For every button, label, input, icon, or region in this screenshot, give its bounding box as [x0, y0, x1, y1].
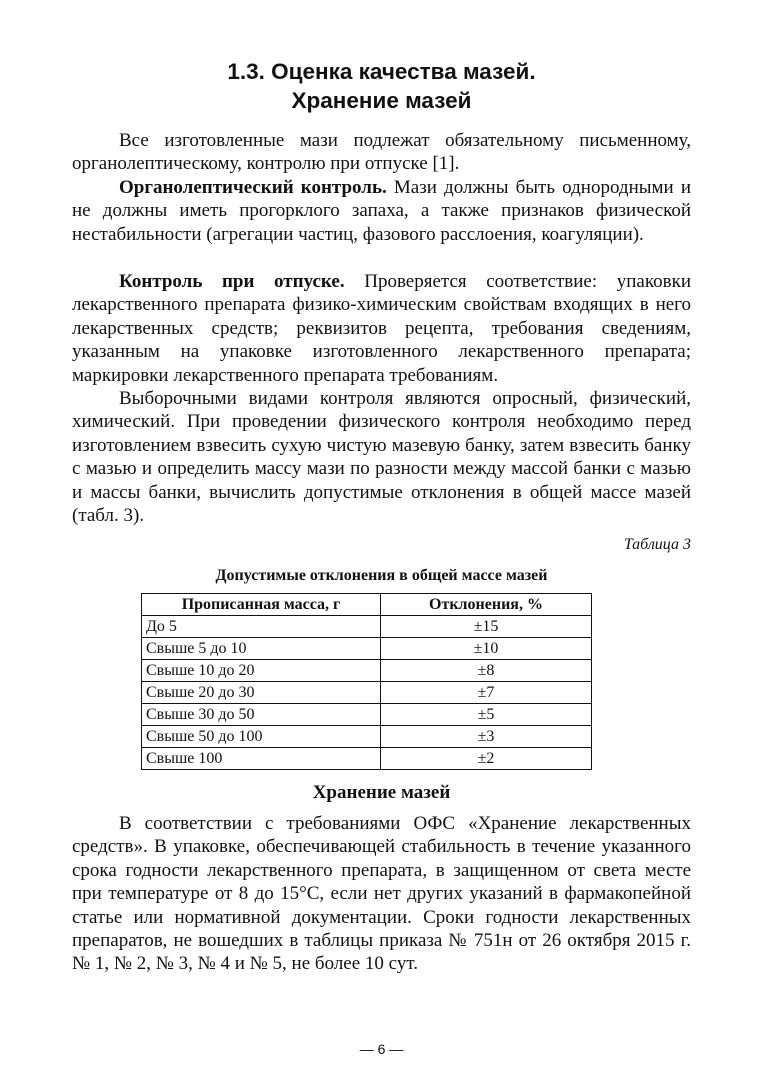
deviation-cell: ±15: [381, 616, 592, 638]
mass-cell: Свыше 30 до 50: [142, 704, 381, 726]
table-row: [142, 616, 592, 638]
table-header-row: [142, 594, 592, 616]
deviation-cell: ±3: [381, 726, 592, 748]
table-row: [142, 682, 592, 704]
storage-subheading: Хранение мазей: [312, 782, 451, 803]
deviation-cell: ±2: [381, 748, 592, 770]
column-header-deviation: Отклонения, %: [381, 594, 592, 616]
mass-cell: Свыше 20 до 30: [142, 682, 381, 704]
mass-cell: Свыше 5 до 10: [142, 638, 381, 660]
deviation-cell: ±5: [381, 704, 592, 726]
table-row: [142, 726, 592, 748]
paragraph-organoleptic: [72, 176, 691, 246]
table-row: [142, 704, 592, 726]
deviation-cell: ±10: [381, 638, 592, 660]
table-row: [142, 638, 592, 660]
deviation-cell: ±8: [381, 660, 592, 682]
mass-deviation-table: [141, 593, 592, 770]
paragraph-selective-control: Выборочными видами контроля являются опросный, физический, химический. При проведении физического контроля необходимо перед изготовлением взвесить сухую чистую мазевую банку, затем взвесить банку с мазью и определить массу мази по разности между массой банки с мазью и массы банки, вычислить допустимые отклонения в общей массе мазей (табл. 3).: [72, 388, 691, 527]
paragraph-dispensing-control-term: Контроль при отпуске.: [119, 271, 345, 292]
table-row: [142, 660, 592, 682]
paragraph-storage: В соответствии с требованиями ОФС «Хранение лекарственных средств». В упаковке, обеспечивающей стабильность в течение указанного срока годности лекарственного препарата, в защищенном от света месте при температуре от 8 до 15°С, если нет других указаний в фармакопейной статье или нормативной документации. Сроки годности лекарственных препаратов, не вошедших в таблицы приказа № 751н от 26 октября 2015 г. № 1, № 2, № 3, № 4 и № 5, не более 10 сут.: [72, 813, 691, 975]
mass-cell: До 5: [142, 616, 381, 638]
deviation-cell: ±7: [381, 682, 592, 704]
section-title-line-2: Хранение мазей: [291, 88, 472, 113]
paragraph-organoleptic-term: Органолептический контроль.: [119, 177, 387, 198]
paragraph-intro: Все изготовленные мази подлежат обязательному письменному, органолептическому, контролю при отпуске [1].: [72, 130, 691, 175]
table-number-label: Таблица 3: [623, 536, 691, 553]
mass-cell: Свыше 100: [142, 748, 381, 770]
paragraph-organoleptic-text: Мази должны быть однородными и не должны иметь прогорклого запаха, а также признаков физической нестабильности (агрегации частиц, фазового расслоения, коагуляции).: [72, 177, 691, 245]
mass-cell: Свыше 50 до 100: [142, 726, 381, 748]
paragraph-dispensing-control-text: Проверяется соответствие: упаковки лекарственного препарата физико-химическим свойствам входящих в него лекарственных средств; реквизитов рецепта, требования сведениям, указанным на упаковке изготовленного лекарственного препарата; маркировки лекарственного препарата требованиям.: [72, 271, 691, 386]
paragraph-dispensing-control: [72, 270, 691, 387]
page-number: — 6 —: [359, 1041, 404, 1057]
section-title-line-1: 1.3. Оценка качества мазей.: [227, 59, 536, 84]
column-header-mass: Прописанная масса, г: [142, 594, 381, 616]
table-caption: Допустимые отклонения в общей массе мазей: [215, 567, 548, 584]
table-row: [142, 748, 592, 770]
mass-cell: Свыше 10 до 20: [142, 660, 381, 682]
